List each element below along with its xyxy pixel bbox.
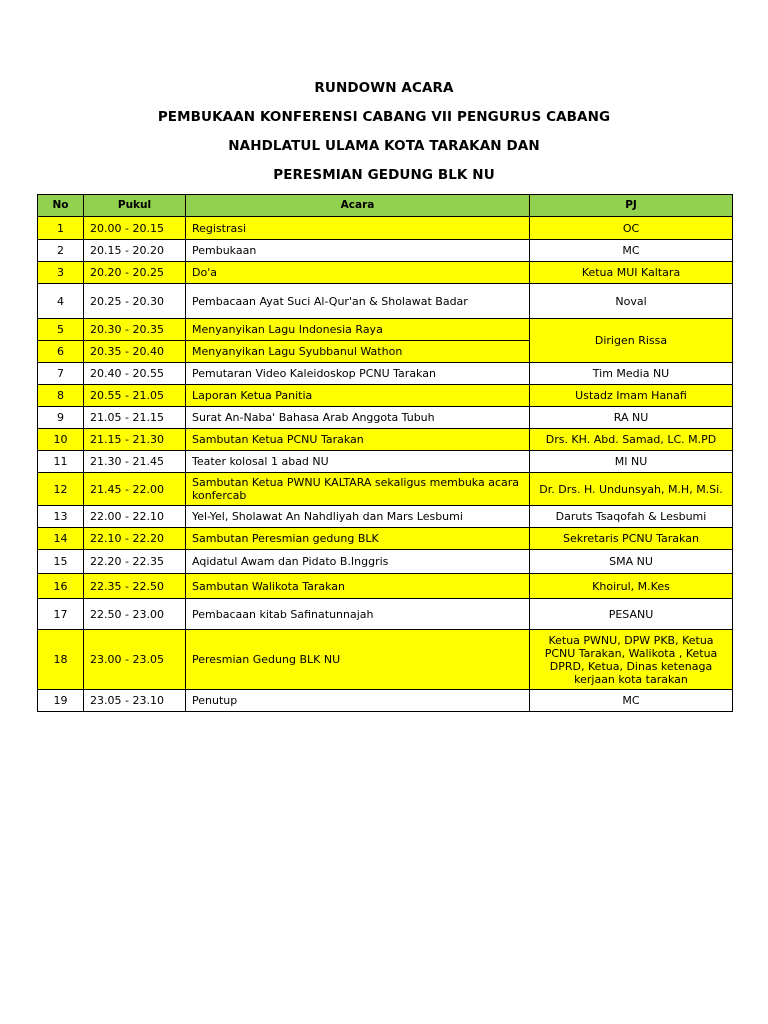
cell-no: 6 <box>38 341 84 363</box>
header-no: No <box>38 195 84 217</box>
cell-time: 21.30 - 21.45 <box>84 451 186 473</box>
table-row <box>38 574 733 599</box>
cell-pj: MC <box>530 240 733 262</box>
cell-pj: Sekretaris PCNU Tarakan <box>530 528 733 550</box>
table-row <box>38 319 733 341</box>
cell-acara: Registrasi <box>186 217 530 240</box>
table-row <box>38 528 733 550</box>
cell-pj: Dr. Drs. H. Undunsyah, M.H, M.Si. <box>530 473 733 506</box>
cell-acara: Sambutan Ketua PWNU KALTARA sekaligus membuka acara konfercab <box>186 473 530 506</box>
table-row <box>38 429 733 451</box>
cell-pj: Tim Media NU <box>530 363 733 385</box>
cell-acara: Penutup <box>186 690 530 712</box>
cell-no: 15 <box>38 550 84 574</box>
header-pj: PJ <box>530 195 733 217</box>
cell-time: 21.05 - 21.15 <box>84 407 186 429</box>
header-acara: Acara <box>186 195 530 217</box>
cell-no: 18 <box>38 630 84 690</box>
cell-no: 11 <box>38 451 84 473</box>
cell-time: 22.10 - 22.20 <box>84 528 186 550</box>
cell-acara: Pembukaan <box>186 240 530 262</box>
cell-pj: Ketua PWNU, DPW PKB, Ketua PCNU Tarakan, Walikota , Ketua DPRD, Ketua, Dinas ketenaga kerjaan kota tarakan <box>530 630 733 690</box>
table-row <box>38 284 733 319</box>
cell-acara: Menyanyikan Lagu Indonesia Raya <box>186 319 530 341</box>
cell-no: 7 <box>38 363 84 385</box>
cell-no: 17 <box>38 599 84 630</box>
table-row <box>38 451 733 473</box>
title-line-3: NAHDLATUL ULAMA KOTA TARAKAN DAN <box>228 138 540 154</box>
cell-pj: Drs. KH. Abd. Samad, LC. M.PD <box>530 429 733 451</box>
cell-pj: PESANU <box>530 599 733 630</box>
cell-pj: MI NU <box>530 451 733 473</box>
cell-pj: Dirigen Rissa <box>530 319 733 363</box>
cell-pj: MC <box>530 690 733 712</box>
title-line-1: RUNDOWN ACARA <box>314 80 454 96</box>
cell-no: 3 <box>38 262 84 284</box>
cell-acara: Sambutan Peresmian gedung BLK <box>186 528 530 550</box>
cell-time: 23.05 - 23.10 <box>84 690 186 712</box>
cell-acara: Laporan Ketua Panitia <box>186 385 530 407</box>
cell-no: 1 <box>38 217 84 240</box>
cell-no: 9 <box>38 407 84 429</box>
table-row <box>38 240 733 262</box>
cell-no: 13 <box>38 506 84 528</box>
table-row <box>38 690 733 712</box>
cell-pj: RA NU <box>530 407 733 429</box>
cell-acara: Do'a <box>186 262 530 284</box>
cell-acara: Teater kolosal 1 abad NU <box>186 451 530 473</box>
cell-no: 16 <box>38 574 84 599</box>
table-row <box>38 385 733 407</box>
cell-time: 20.00 - 20.15 <box>84 217 186 240</box>
cell-time: 22.50 - 23.00 <box>84 599 186 630</box>
cell-acara: Sambutan Ketua PCNU Tarakan <box>186 429 530 451</box>
cell-time: 20.40 - 20.55 <box>84 363 186 385</box>
cell-time: 21.45 - 22.00 <box>84 473 186 506</box>
table-row <box>38 217 733 240</box>
cell-pj: Ustadz Imam Hanafi <box>530 385 733 407</box>
rundown-table <box>37 194 733 712</box>
cell-no: 5 <box>38 319 84 341</box>
cell-no: 4 <box>38 284 84 319</box>
cell-acara: Pembacaan kitab Safinatunnajah <box>186 599 530 630</box>
table-row <box>38 363 733 385</box>
cell-time: 20.20 - 20.25 <box>84 262 186 284</box>
cell-time: 22.00 - 22.10 <box>84 506 186 528</box>
cell-acara: Peresmian Gedung BLK NU <box>186 630 530 690</box>
cell-time: 22.35 - 22.50 <box>84 574 186 599</box>
cell-acara: Menyanyikan Lagu Syubbanul Wathon <box>186 341 530 363</box>
cell-time: 20.30 - 20.35 <box>84 319 186 341</box>
cell-pj: Ketua MUI Kaltara <box>530 262 733 284</box>
cell-no: 8 <box>38 385 84 407</box>
cell-acara: Pembacaan Ayat Suci Al-Qur'an & Sholawat Badar <box>186 284 530 319</box>
cell-pj: Khoirul, M.Kes <box>530 574 733 599</box>
cell-acara: Aqidatul Awam dan Pidato B.Inggris <box>186 550 530 574</box>
cell-time: 20.55 - 21.05 <box>84 385 186 407</box>
table-row <box>38 550 733 574</box>
table-row <box>38 506 733 528</box>
cell-time: 20.35 - 20.40 <box>84 341 186 363</box>
cell-time: 22.20 - 22.35 <box>84 550 186 574</box>
title-line-2: PEMBUKAAN KONFERENSI CABANG VII PENGURUS CABANG <box>157 109 611 125</box>
title-line-4: PERESMIAN GEDUNG BLK NU <box>273 167 495 183</box>
cell-no: 2 <box>38 240 84 262</box>
cell-time: 21.15 - 21.30 <box>84 429 186 451</box>
table-row <box>38 599 733 630</box>
table-row <box>38 473 733 506</box>
cell-pj: OC <box>530 217 733 240</box>
cell-no: 14 <box>38 528 84 550</box>
cell-acara: Pemutaran Video Kaleidoskop PCNU Tarakan <box>186 363 530 385</box>
cell-acara: Sambutan Walikota Tarakan <box>186 574 530 599</box>
cell-pj: SMA NU <box>530 550 733 574</box>
cell-no: 12 <box>38 473 84 506</box>
table-header-row <box>38 195 733 217</box>
cell-pj: Noval <box>530 284 733 319</box>
cell-time: 20.15 - 20.20 <box>84 240 186 262</box>
header-pukul: Pukul <box>84 195 186 217</box>
cell-time: 23.00 - 23.05 <box>84 630 186 690</box>
cell-pj: Daruts Tsaqofah & Lesbumi <box>530 506 733 528</box>
document-title <box>0 78 768 194</box>
cell-acara: Surat An-Naba' Bahasa Arab Anggota Tubuh <box>186 407 530 429</box>
table-row <box>38 407 733 429</box>
cell-time: 20.25 - 20.30 <box>84 284 186 319</box>
table-row <box>38 262 733 284</box>
table-row <box>38 630 733 690</box>
cell-acara: Yel-Yel, Sholawat An Nahdliyah dan Mars Lesbumi <box>186 506 530 528</box>
cell-no: 10 <box>38 429 84 451</box>
cell-no: 19 <box>38 690 84 712</box>
